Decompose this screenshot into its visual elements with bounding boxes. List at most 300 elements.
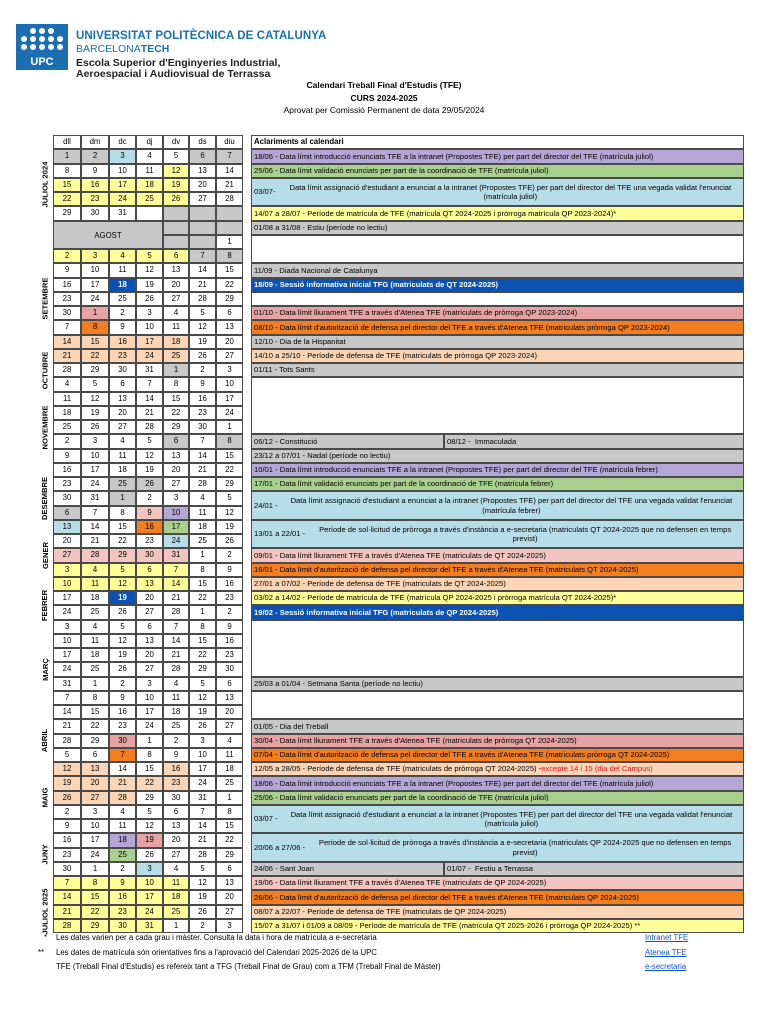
- note-date: 12/10 -: [254, 336, 278, 346]
- day-cell: 17: [136, 335, 163, 349]
- day-cell: 30: [136, 548, 163, 562]
- day-cell: 22: [136, 776, 163, 790]
- day-cell: 27: [136, 662, 163, 676]
- day-cell: 24: [216, 406, 243, 420]
- day-cell: 3: [53, 620, 81, 634]
- day-cell: [163, 221, 189, 235]
- day-cell: 9: [53, 263, 81, 277]
- day-cell: 27: [216, 905, 243, 919]
- day-cell: 21: [53, 349, 81, 363]
- note-cell: [251, 449, 744, 463]
- day-cell: 23: [81, 192, 109, 206]
- note-text: Data límit validació enunciats per part de la coordinació de TFE (matrícula juliol): [279, 792, 549, 802]
- note-text: Sessió informativa inicial TFG (matriculats de QT 2024-2025): [279, 279, 498, 289]
- day-cell: 6: [136, 620, 163, 634]
- day-cell: 28: [189, 477, 216, 491]
- day-cell: 4: [136, 149, 163, 163]
- day-cell: 5: [189, 862, 216, 876]
- day-cell: 14: [136, 392, 163, 406]
- day-cell: 11: [189, 506, 216, 520]
- day-cell: 28: [53, 734, 81, 748]
- day-cell: 13: [136, 634, 163, 648]
- note-cell: [444, 434, 744, 448]
- day-cell: 20: [53, 534, 81, 548]
- day-cell: 26: [136, 292, 163, 306]
- day-cell: 23: [109, 349, 136, 363]
- day-cell: 24: [53, 662, 81, 676]
- day-cell: 17: [53, 648, 81, 662]
- day-cell: 25: [163, 905, 189, 919]
- day-cell: 29: [53, 206, 81, 220]
- day-cell: 28: [53, 363, 81, 377]
- day-cell: 6: [136, 563, 163, 577]
- day-cell: 18: [81, 648, 109, 662]
- note-date: 25/06 -: [254, 165, 278, 175]
- day-cell: 28: [163, 605, 189, 619]
- day-cell: 4: [109, 249, 136, 263]
- note-date: 24/01 -: [254, 500, 278, 510]
- day-cell: 31: [53, 677, 81, 691]
- day-cell: 6: [216, 677, 243, 691]
- e-secretaria-link[interactable]: e-secretaria: [645, 962, 687, 971]
- day-cell: 6: [81, 748, 109, 762]
- day-cell: 24: [81, 292, 109, 306]
- day-cell: 10: [136, 691, 163, 705]
- day-cell: 17: [189, 762, 216, 776]
- note-cell: [251, 677, 744, 691]
- day-cell: 31: [136, 363, 163, 377]
- note-text: Període de defensa de TFE (matriculats de QP 2024-2025): [307, 906, 507, 916]
- month-label-text: GENER: [40, 541, 50, 569]
- day-cell: 12: [189, 320, 216, 334]
- day-cell: 25: [136, 192, 163, 206]
- day-cell: 7: [53, 691, 81, 705]
- day-cell: 15: [216, 263, 243, 277]
- note-cell: [251, 563, 744, 577]
- weekday-header-0: dll: [53, 135, 81, 149]
- logo-text: UPC: [30, 56, 54, 68]
- note-date: 23/12 a 07/01 -: [254, 450, 306, 460]
- day-cell: 18: [109, 278, 136, 292]
- day-cell: 18: [189, 520, 216, 534]
- day-cell: 3: [216, 363, 243, 377]
- note-date: 09/01 -: [254, 550, 278, 560]
- day-cell: 5: [109, 620, 136, 634]
- note-text: Període de matrícula de TFE (matrícula QT 2024-2025 i pròrroga matrícula QP 2023-2024)*: [307, 208, 617, 218]
- day-cell: 21: [109, 776, 136, 790]
- day-cell: 9: [53, 819, 81, 833]
- note-date: 30/04 -: [254, 735, 278, 745]
- note-date: 18/06 -: [254, 778, 278, 788]
- day-cell: 31: [163, 548, 189, 562]
- day-cell: 27: [163, 477, 189, 491]
- day-cell: 11: [163, 320, 189, 334]
- day-cell: 12: [53, 762, 81, 776]
- note-text: Data límit lliurament TFE a través d'Atenea TFE (matriculats de pròrroga QT 2024-2025): [279, 735, 577, 745]
- note-text: Data límit introducció enunciats TFE a la intranet (Propostes TFE) per part del director del TFE (matrícula febrer): [279, 465, 658, 475]
- day-cell: 5: [136, 434, 163, 448]
- day-cell: 8: [216, 434, 243, 448]
- day-cell: 1: [53, 149, 81, 163]
- day-cell: 6: [216, 306, 243, 320]
- day-cell: 27: [216, 719, 243, 733]
- day-cell: 21: [53, 905, 81, 919]
- university-name: UNIVERSITAT POLITÈCNICA DE CATALUNYA: [76, 30, 327, 42]
- day-cell: 2: [53, 805, 81, 819]
- day-cell: 29: [216, 477, 243, 491]
- note-date: 18/09 -: [254, 279, 278, 289]
- note-text: Data límit lliurament TFE a través d'Atenea TFE (matriculats de pròrroga QP 2023-2024): [279, 308, 578, 318]
- day-cell: 16: [216, 577, 243, 591]
- day-cell: 9: [81, 164, 109, 178]
- day-cell: 18: [163, 705, 189, 719]
- day-cell: 13: [216, 691, 243, 705]
- day-cell: 3: [136, 677, 163, 691]
- note-cell: [251, 520, 744, 549]
- day-cell: 18: [81, 591, 109, 605]
- day-cell: 16: [109, 335, 136, 349]
- note-text: Data límit assignació d'estudiant a enunciat a la intranet (Propostes TFE) per part del director del TFE una vegada validat l'enunciat (matrícula febrer): [290, 496, 733, 515]
- day-cell: 3: [163, 491, 189, 505]
- day-cell: 15: [216, 819, 243, 833]
- day-cell: 30: [53, 491, 81, 505]
- day-cell: 17: [53, 591, 81, 605]
- day-cell: 29: [163, 420, 189, 434]
- day-cell: 10: [109, 164, 136, 178]
- day-cell: 3: [81, 249, 109, 263]
- day-cell: 10: [163, 506, 189, 520]
- day-cell: 17: [109, 178, 136, 192]
- day-cell: 2: [216, 548, 243, 562]
- day-cell: 14: [189, 449, 216, 463]
- note-cell: [251, 278, 744, 292]
- day-cell: 4: [81, 620, 109, 634]
- day-cell: 7: [81, 506, 109, 520]
- day-cell: 9: [163, 748, 189, 762]
- month-label-text: NOVEMBRE: [40, 405, 50, 450]
- day-cell: 15: [189, 577, 216, 591]
- day-cell: 2: [189, 363, 216, 377]
- note-text: Període de defensa de TFE (matriculats de pròrroga QT 2024-2025) -: [307, 764, 542, 774]
- note-text: Data límit d'autorització de defensa pel director del TFE a través d'Atenea TFE (matriculats QP 2024-2025): [279, 892, 639, 902]
- day-cell: 24: [81, 477, 109, 491]
- intranet-tfe-link[interactable]: Intranet TFE: [645, 933, 689, 942]
- day-cell: 10: [189, 748, 216, 762]
- note-text: Data límit assignació d'estudiant a enunciat a la intranet (Propostes TFE) per part del director del TFE una vegada validat l'enunciat (matrícula juliol): [290, 809, 733, 828]
- day-cell: 21: [163, 648, 189, 662]
- day-cell: 22: [81, 719, 109, 733]
- day-cell: 16: [189, 392, 216, 406]
- note-date: 24/06 - Sant Joan: [254, 864, 314, 874]
- day-cell: 7: [136, 377, 163, 391]
- day-cell: 14: [163, 577, 189, 591]
- day-cell: 20: [163, 833, 189, 847]
- note-text: Nadal (període no lectiu): [307, 450, 391, 460]
- day-cell: 20: [216, 890, 243, 904]
- day-cell: 10: [53, 577, 81, 591]
- note-date: 25/03 a 01/04 -: [254, 678, 306, 688]
- day-cell: 3: [53, 563, 81, 577]
- day-cell: 25: [81, 662, 109, 676]
- day-cell: 8: [216, 249, 243, 263]
- note-cell: [251, 591, 744, 605]
- day-cell: 4: [109, 434, 136, 448]
- note-cell: [251, 221, 744, 235]
- note-cell: [251, 605, 744, 619]
- month-label-text: MARÇ: [40, 657, 50, 681]
- day-cell: 9: [109, 691, 136, 705]
- day-cell: 12: [136, 819, 163, 833]
- day-cell: 17: [216, 392, 243, 406]
- note-cell: [251, 235, 744, 264]
- day-cell: 13: [163, 449, 189, 463]
- day-cell: 9: [216, 620, 243, 634]
- day-cell: 8: [53, 164, 81, 178]
- day-cell: 6: [216, 862, 243, 876]
- footnote-3-text: TFE (Treball Final d'Estudis) es refereix tant a TFG (Treball Final de Grau) com a TFM (Treball Final de Màster): [56, 962, 441, 971]
- month-label: [38, 149, 52, 220]
- weekday-header-1: dm: [81, 135, 109, 149]
- day-cell: 10: [81, 449, 109, 463]
- day-cell: 7: [109, 748, 136, 762]
- note-cell: [251, 577, 744, 591]
- day-cell: 1: [136, 734, 163, 748]
- day-cell: 2: [216, 605, 243, 619]
- day-cell: 20: [189, 178, 216, 192]
- day-cell: 2: [109, 306, 136, 320]
- day-cell: 5: [136, 249, 163, 263]
- day-cell: 15: [216, 449, 243, 463]
- day-cell: [189, 206, 216, 220]
- day-cell: 9: [109, 876, 136, 890]
- day-cell: 22: [216, 833, 243, 847]
- day-cell: 16: [109, 890, 136, 904]
- day-cell: 26: [136, 848, 163, 862]
- month-label-text: JULIOL 2025: [40, 888, 50, 935]
- day-cell: 29: [81, 734, 109, 748]
- note-date: 03/07-: [254, 187, 276, 197]
- day-cell: 14: [189, 819, 216, 833]
- day-cell: 15: [189, 634, 216, 648]
- day-cell: 12: [109, 634, 136, 648]
- day-cell: 22: [163, 406, 189, 420]
- day-cell: 15: [136, 762, 163, 776]
- day-cell: 24: [109, 192, 136, 206]
- day-cell: 17: [81, 833, 109, 847]
- note-date: 27/01 a 07/02 -: [254, 579, 306, 589]
- note-cell: [251, 776, 744, 790]
- day-cell: 13: [163, 263, 189, 277]
- day-cell: 16: [81, 178, 109, 192]
- day-cell: 12: [163, 164, 189, 178]
- day-cell: 4: [189, 491, 216, 505]
- day-cell: 14: [81, 520, 109, 534]
- day-cell: 13: [53, 520, 81, 534]
- day-cell: 11: [109, 819, 136, 833]
- day-cell: 7: [53, 320, 81, 334]
- day-cell: 15: [163, 392, 189, 406]
- day-cell: 22: [189, 648, 216, 662]
- day-cell: 23: [216, 648, 243, 662]
- day-cell: 21: [189, 463, 216, 477]
- day-cell: 4: [109, 805, 136, 819]
- day-cell: 3: [136, 862, 163, 876]
- note-cell: [251, 620, 744, 677]
- note-date: 01/07 -: [447, 864, 471, 874]
- note-cell: [251, 164, 744, 178]
- day-cell: 11: [53, 392, 81, 406]
- note-cell: [251, 434, 444, 448]
- day-cell: 19: [163, 178, 189, 192]
- day-cell: 3: [189, 734, 216, 748]
- day-cell: 9: [53, 449, 81, 463]
- day-cell: 8: [189, 620, 216, 634]
- day-cell: 31: [109, 206, 136, 220]
- day-cell: 7: [189, 249, 216, 263]
- note-date: 08/07 a 22/07 -: [254, 906, 306, 916]
- month-label-text: FEBRER: [40, 589, 50, 621]
- day-cell: 1: [189, 548, 216, 562]
- day-cell: 20: [109, 406, 136, 420]
- school-line-1: Escola Superior d'Enginyeries Industrial,: [76, 57, 281, 69]
- day-cell: 30: [109, 734, 136, 748]
- day-cell: 27: [163, 292, 189, 306]
- note-text: Data límit lliurament TFE a través d'Atenea TFE (matriculats de QT 2024-2025): [279, 550, 546, 560]
- note-cell: [251, 320, 744, 334]
- note-cell: [251, 206, 744, 220]
- day-cell: 24: [136, 905, 163, 919]
- day-cell: 19: [136, 463, 163, 477]
- month-label-text: SETEMBRE: [40, 277, 50, 320]
- day-cell: 28: [189, 848, 216, 862]
- day-cell: 30: [189, 420, 216, 434]
- note-text: Tots Sants: [279, 365, 315, 375]
- footnote-2-mark: **: [38, 948, 45, 957]
- day-cell: 29: [216, 848, 243, 862]
- day-cell: 1: [109, 491, 136, 505]
- day-cell: 22: [109, 534, 136, 548]
- day-cell: 29: [81, 919, 109, 933]
- day-cell: 7: [163, 563, 189, 577]
- note-date: 14/07 a 28/07 -: [254, 208, 306, 218]
- school-line-2: Aeroespacial i Audiovisual de Terrassa: [76, 68, 271, 80]
- day-cell: 20: [216, 705, 243, 719]
- note-cell: [444, 862, 744, 876]
- day-cell: 14: [163, 634, 189, 648]
- day-cell: 12: [136, 449, 163, 463]
- day-cell: 20: [136, 648, 163, 662]
- day-cell: 25: [163, 349, 189, 363]
- month-label: [38, 634, 52, 705]
- day-cell: 18: [109, 833, 136, 847]
- day-cell: 29: [216, 292, 243, 306]
- note-date: 06/12 -: [254, 436, 278, 446]
- day-cell: 27: [53, 548, 81, 562]
- day-cell: 28: [109, 791, 136, 805]
- day-cell: 7: [216, 149, 243, 163]
- weekday-header-4: dv: [163, 135, 189, 149]
- day-cell: 22: [81, 349, 109, 363]
- day-cell: 11: [216, 748, 243, 762]
- day-cell: 22: [216, 278, 243, 292]
- day-cell: 14: [216, 164, 243, 178]
- day-cell: 16: [163, 762, 189, 776]
- note-date: 25/06 -: [254, 792, 278, 802]
- day-cell: 27: [216, 349, 243, 363]
- weekday-header-3: dj: [136, 135, 163, 149]
- day-cell: 3: [81, 805, 109, 819]
- month-label: [38, 263, 52, 334]
- day-cell: [136, 206, 163, 220]
- day-cell: 12: [216, 506, 243, 520]
- day-cell: 2: [81, 149, 109, 163]
- day-cell: 13: [189, 164, 216, 178]
- note-date: 10/01 -: [254, 465, 278, 475]
- day-cell: 1: [216, 235, 243, 249]
- day-cell: 1: [163, 363, 189, 377]
- day-cell: 10: [136, 320, 163, 334]
- footnote-2-text: Les dates de matrícula són orientatives fins a l'aprovació del Calendari 2025-2026 de la UPC: [56, 948, 377, 957]
- day-cell: 24: [163, 534, 189, 548]
- note-text: Constitució: [279, 436, 318, 446]
- note-cell: [251, 491, 744, 520]
- day-cell: 31: [136, 919, 163, 933]
- day-cell: 21: [189, 833, 216, 847]
- note-text: Data límit lliurament TFE a través d'Atenea TFE (matriculats de QP 2024-2025): [279, 878, 547, 888]
- day-cell: 31: [189, 791, 216, 805]
- day-cell: 29: [109, 548, 136, 562]
- day-cell: 30: [163, 791, 189, 805]
- day-cell: 22: [216, 463, 243, 477]
- day-cell: 24: [189, 776, 216, 790]
- note-cell: [251, 876, 744, 890]
- day-cell: 25: [189, 534, 216, 548]
- day-cell: 5: [81, 377, 109, 391]
- day-cell: 6: [163, 249, 189, 263]
- calendar-title: Calendari Treball Final d'Estudis (TFE): [306, 80, 462, 90]
- note-date: 14/10 a 25/10 -: [254, 351, 306, 361]
- note-date: 16/01 -: [254, 564, 278, 574]
- day-cell: 14: [53, 890, 81, 904]
- day-cell: 5: [216, 491, 243, 505]
- day-cell: 19: [189, 890, 216, 904]
- note-cell: [251, 292, 744, 306]
- note-text: Data límit d'autorització de defensa pel director del TFE a través d'Atenea TFE (matriculats QT 2024-2025): [279, 564, 639, 574]
- note-cell: [251, 263, 744, 277]
- note-date: 26/06 -: [254, 892, 278, 902]
- day-cell: 26: [163, 192, 189, 206]
- note-text: Sessió informativa inicial TFG (matriculats de QP 2024-2025): [279, 607, 499, 617]
- note-text: Període de defensa de TFE (matriculats de QT 2024-2025): [307, 579, 506, 589]
- day-cell: 13: [136, 577, 163, 591]
- atenea-tfe-link[interactable]: Atenea TFE: [645, 948, 687, 957]
- day-cell: 29: [136, 791, 163, 805]
- day-cell: 15: [81, 890, 109, 904]
- day-cell: 12: [136, 263, 163, 277]
- note-cell: [251, 477, 744, 491]
- weekday-header-5: ds: [189, 135, 216, 149]
- day-cell: 19: [136, 833, 163, 847]
- day-cell: 1: [189, 605, 216, 619]
- day-cell: 30: [53, 862, 81, 876]
- day-cell: 18: [109, 463, 136, 477]
- note-cell: [251, 363, 744, 377]
- day-cell: 8: [109, 506, 136, 520]
- day-cell: 13: [163, 819, 189, 833]
- note-text: Període de sol·licitud de pròrroga a través d'instància a e-secretaria (matriculats QP 2024-2025 que no defensen en temps previst): [318, 838, 732, 857]
- month-label: [38, 392, 52, 463]
- day-cell: 25: [216, 776, 243, 790]
